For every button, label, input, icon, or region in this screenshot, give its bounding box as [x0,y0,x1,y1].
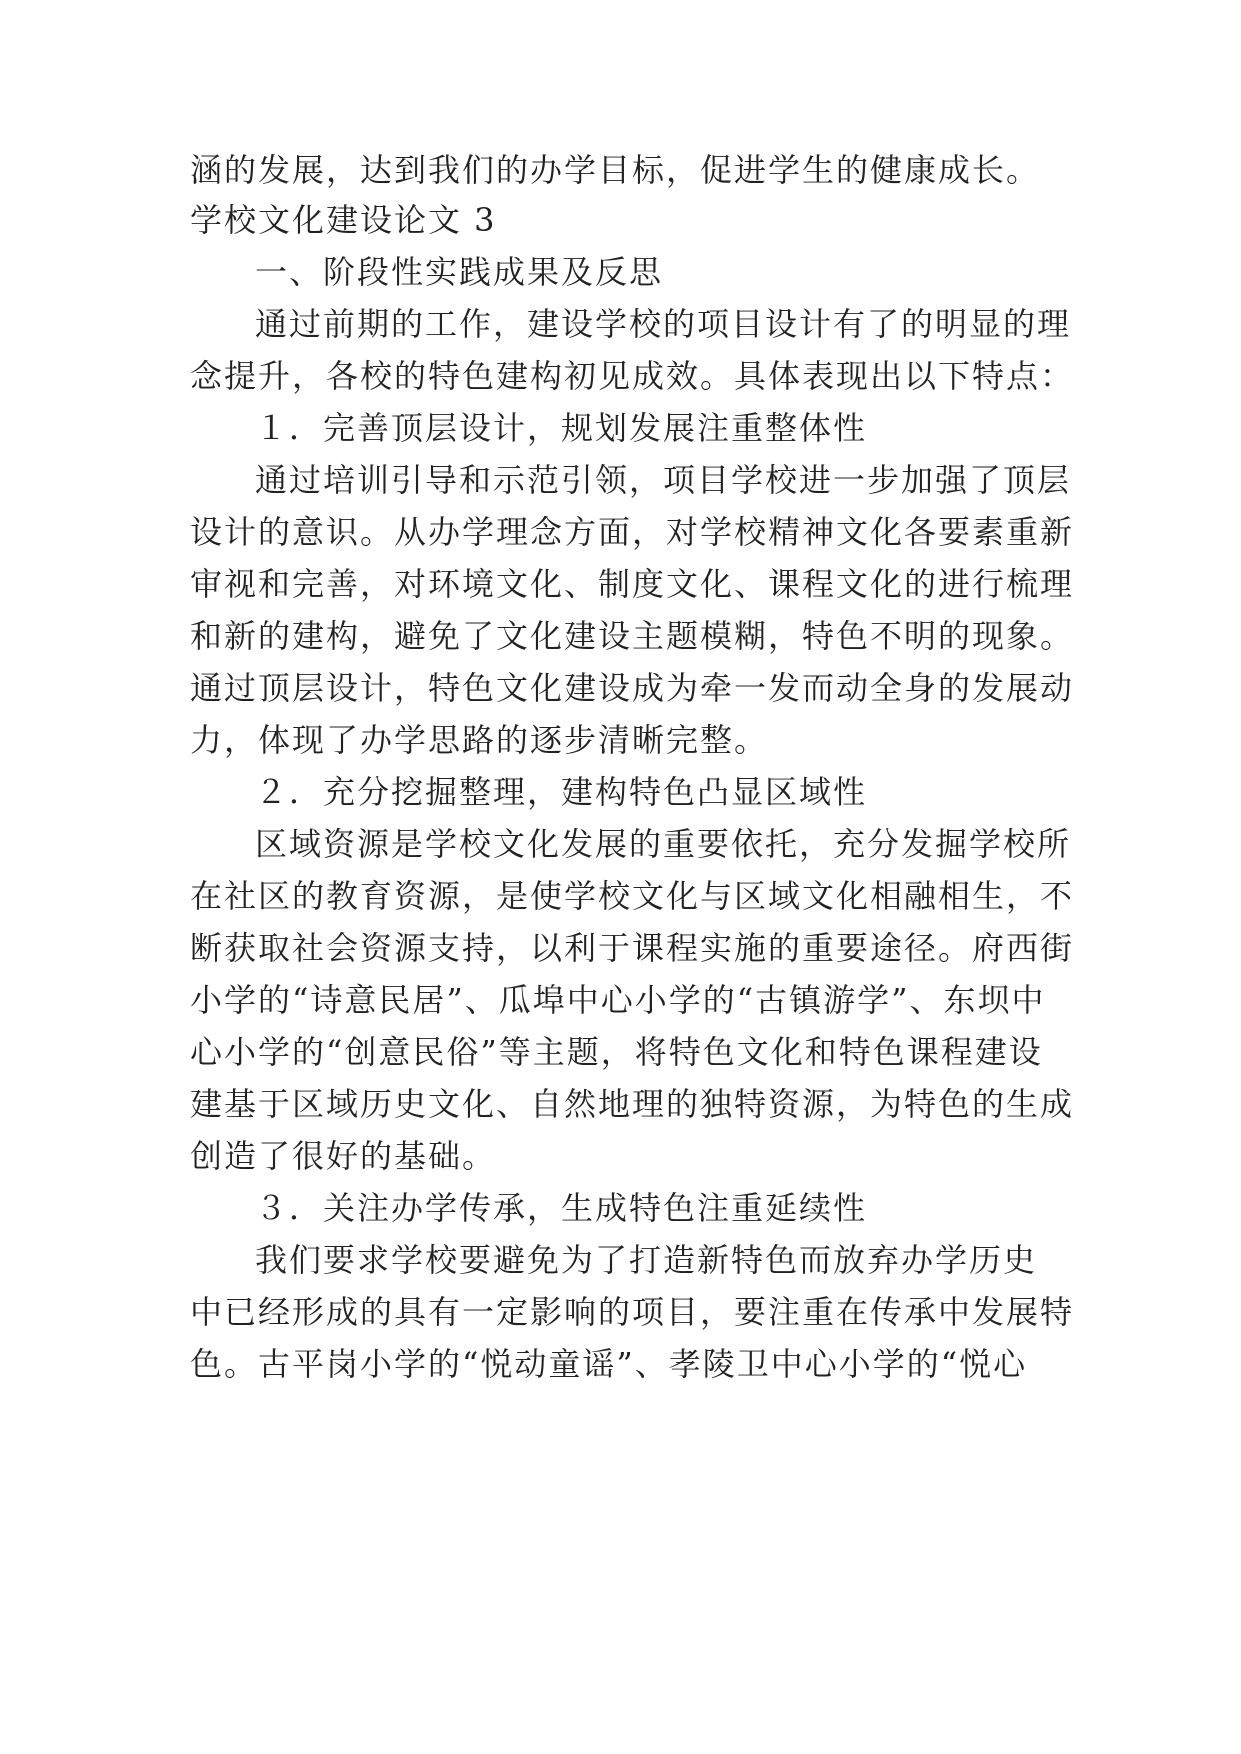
text-line: 断获取社会资源支持，以利于课程实施的重要途径。府西街 [190,929,1075,967]
text-line: 创造了很好的基础。 [190,1137,497,1175]
text-line: 通过培训引导和示范引领，项目学校进一步加强了顶层 [255,461,1072,499]
text-line: 小学的“诗意民居”、瓜埠中心小学的“古镇游学”、东坝中 [190,981,1046,1019]
text-line: 设计的意识。从办学理念方面，对学校精神文化各要素重新 [190,513,1075,551]
text-line: 审视和完善，对环境文化、制度文化、课程文化的进行梳理 [190,565,1075,603]
subheading: １．完善顶层设计，规划发展注重整体性 [255,409,868,447]
text-line: 我们要求学校要避免为了打造新特色而放弃办学历史 [255,1241,1038,1279]
text-line: 和新的建构，避免了文化建设主题模糊，特色不明的现象。 [190,617,1075,655]
text-line: 心小学的“创意民俗”等主题，将特色文化和特色课程建设 [190,1033,1043,1071]
text-line: 力，体现了办学思路的逐步清晰完整。 [190,721,769,759]
subheading: ２．充分挖掘整理，建构特色凸显区域性 [255,773,868,811]
text-line: 色。古平岗小学的“悦动童谣”、孝陵卫中心小学的“悦心 [190,1345,1028,1383]
text-line: 中已经形成的具有一定影响的项目，要注重在传承中发展特 [190,1293,1075,1331]
subheading: ３．关注办学传承，生成特色注重延续性 [255,1189,868,1227]
text-line: 通过前期的工作，建设学校的项目设计有了的明显的理 [255,305,1072,343]
text-line: 通过顶层设计，特色文化建设成为牵一发而动全身的发展动 [190,669,1075,707]
text-line: 念提升，各校的特色建构初见成效。具体表现出以下特点： [190,357,1075,395]
text-line: 涵的发展，达到我们的办学目标，促进学生的健康成长。 [190,151,1041,189]
text-line: 区域资源是学校文化发展的重要依托，充分发掘学校所 [255,825,1072,863]
text-line: 在社区的教育资源，是使学校文化与区域文化相融相生，不 [190,877,1075,915]
section-title: 学校文化建设论文 3 [190,201,497,239]
section-heading: 一、阶段性实践成果及反思 [255,253,664,291]
text-line: 建基于区域历史文化、自然地理的独特资源，为特色的生成 [190,1085,1075,1123]
